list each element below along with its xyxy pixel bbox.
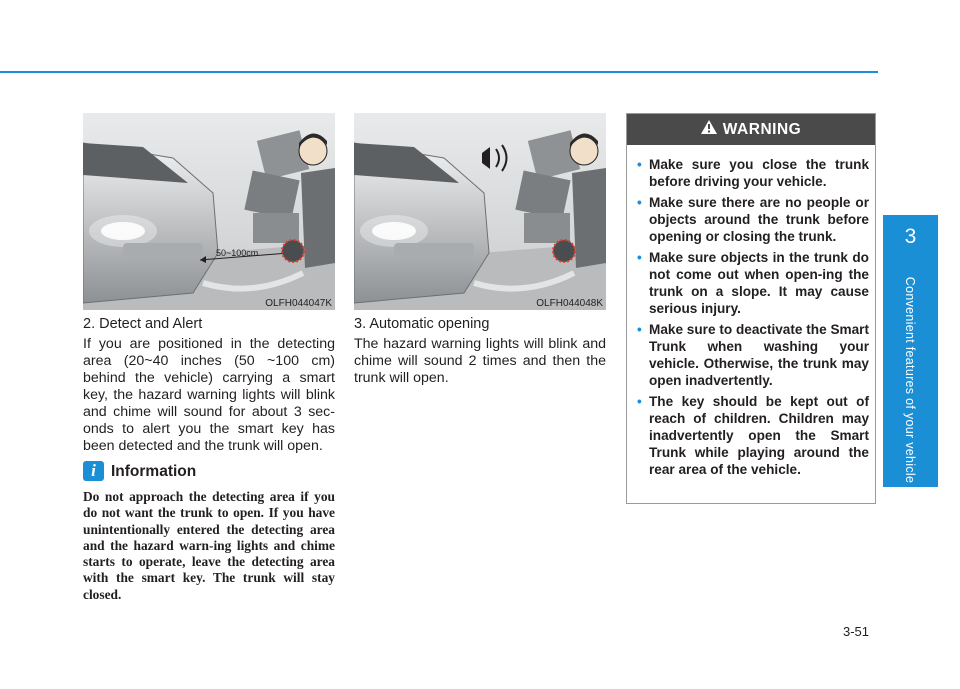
info-title: Information [111, 463, 197, 480]
warning-item: • Make sure there are no people or objects around the trunk before opening or closing the trunk. [637, 195, 869, 244]
warning-item: • Make sure to deactivate the Smart Trunk when washing your vehicle. Otherwise, the trunk may open inadvertently. [637, 322, 869, 388]
auto-open-heading: 3. Automatic opening [354, 316, 490, 332]
warning-title: WARNING [722, 121, 802, 138]
opening-illustration [354, 113, 606, 310]
bullet-icon: • [637, 195, 642, 210]
chapter-title: Convenient features of your vehicle [903, 276, 917, 484]
page-number: 3-51 [843, 624, 870, 639]
warning-list [637, 156, 869, 482]
warning-triangle-icon [701, 114, 717, 145]
detect-heading: 2. Detect and Alert [83, 316, 203, 332]
warning-item: • Make sure objects in the trunk do not come out when open-ing the trunk on a slope. It may cause serious injury. [637, 250, 869, 316]
image-code: OLFH044048K [536, 298, 603, 309]
bullet-icon: • [637, 322, 642, 337]
image-code: OLFH044047K [265, 298, 332, 309]
bullet-icon: • [637, 157, 642, 172]
info-icon: i [83, 461, 104, 481]
distance-label: 50~100cm [216, 248, 259, 258]
detect-body: If you are positioned in the detecting area (20~40 inches (50 ~100 cm) behind the vehicle) carrying a smart key, the hazard warning lights will blink and chime will sound for about 3 sec-onds to alert you the smart key has been detected and the trunk will open. [83, 336, 335, 454]
chapter-number: 3 [904, 225, 917, 248]
detect-illustration [83, 113, 335, 310]
auto-open-body: The hazard warning lights will blink and chime will sound 2 times and then the trunk will open. [354, 336, 606, 386]
warning-box [626, 113, 876, 504]
header-rule [0, 71, 878, 73]
chapter-tab [883, 215, 938, 487]
bullet-icon: • [637, 394, 642, 409]
warning-header [627, 114, 875, 145]
warning-item: • The key should be kept out of reach of children. Children may inadvertently open the Smart Trunk while playing around the rear area of the vehicle. [637, 394, 869, 477]
info-body: Do not approach the detecting area if you do not want the trunk to open. If you have unintentionally entered the detecting area and the hazard warn-ing lights and chime starts to operate, leave the detecting area with the smart key. The trunk will stay closed. [83, 489, 335, 602]
warning-item: • Make sure you close the trunk before driving your vehicle. [637, 157, 869, 189]
bullet-icon: • [637, 250, 642, 265]
